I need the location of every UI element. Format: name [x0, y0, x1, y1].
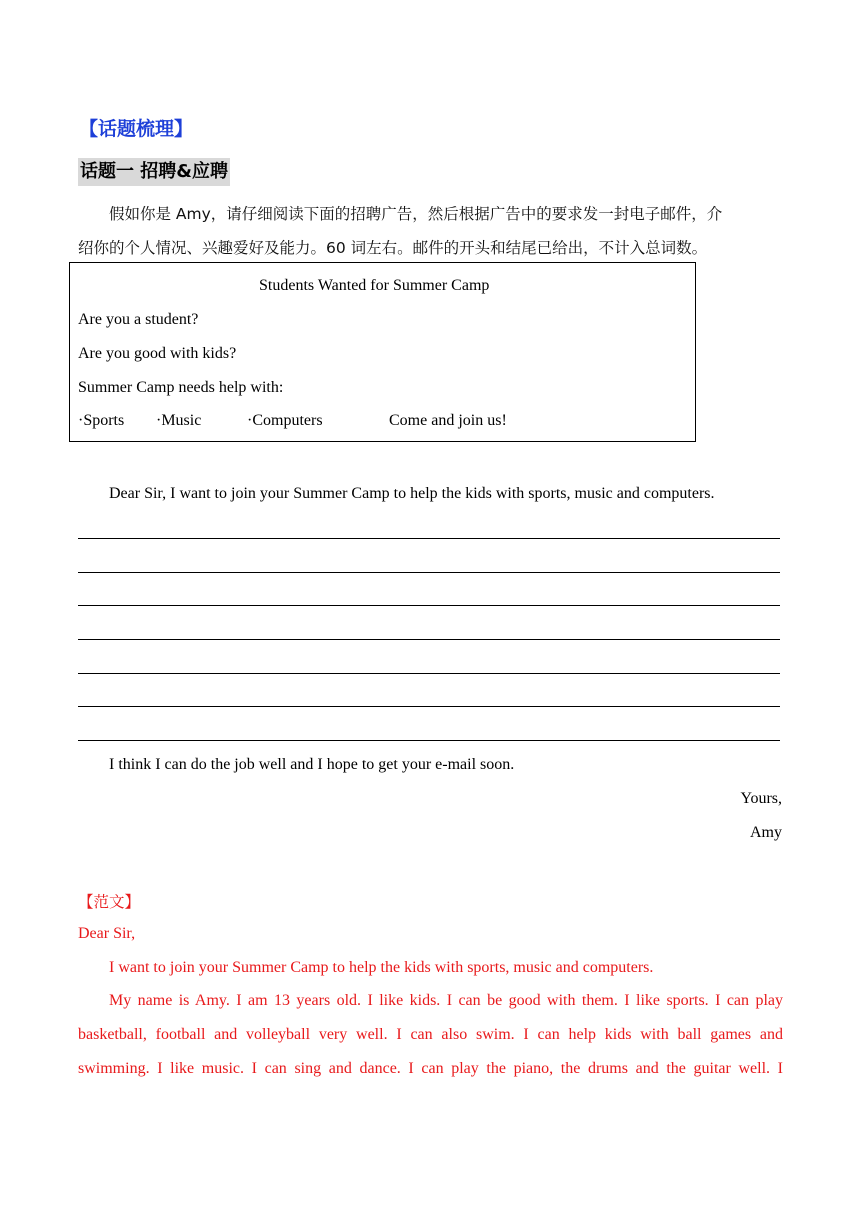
sample-heading: 【范文】	[78, 893, 141, 911]
letter-signoff: Yours,	[740, 790, 782, 807]
instruction-line-1: 假如你是 Amy，请仔细阅读下面的招聘广告，然后根据广告中的要求发一封电子邮件，介	[109, 205, 723, 223]
ad-title: Students Wanted for Summer Camp	[259, 277, 490, 294]
writing-line[interactable]	[78, 538, 780, 539]
ad-question-student: Are you a student?	[78, 311, 199, 328]
writing-line[interactable]	[78, 572, 780, 573]
topic-title: 话题一 招聘&应聘	[78, 158, 230, 186]
letter-opening: Dear Sir, I want to join your Summer Camp to help the kids with sports, music and computers.	[109, 485, 715, 502]
sample-paragraph-1: I want to join your Summer Camp to help the kids with sports, music and computers.	[109, 959, 654, 976]
letter-signature: Amy	[750, 824, 782, 841]
instruction-line-2: 绍你的个人情况、兴趣爱好及能力。60 词左右。邮件的开头和结尾已给出，不计入总词数。	[78, 239, 708, 257]
writing-line[interactable]	[78, 673, 780, 674]
ad-item-computers: ·Computers	[247, 412, 323, 429]
writing-line[interactable]	[78, 706, 780, 707]
writing-line[interactable]	[78, 605, 780, 606]
writing-line[interactable]	[78, 639, 780, 640]
sample-salutation: Dear Sir,	[78, 925, 136, 942]
sample-paragraph-2-line-2: basketball, football and volleyball very well. I can also swim. I can help kids with ball games and	[78, 1026, 783, 1043]
ad-question-kids: Are you good with kids?	[78, 345, 237, 362]
ad-item-music: ·Music	[156, 412, 202, 429]
writing-line[interactable]	[78, 740, 780, 741]
section-heading: 【话题梳理】	[79, 118, 194, 140]
ad-needs-text: Summer Camp needs help with:	[78, 379, 284, 396]
ad-call-to-action: Come and join us!	[389, 412, 507, 429]
ad-item-sports: ·Sports	[78, 412, 125, 429]
sample-paragraph-2-line-1: My name is Amy. I am 13 years old. I like kids. I can be good with them. I like sports. I can play	[109, 992, 783, 1009]
advertisement-box	[69, 262, 696, 442]
letter-closing: I think I can do the job well and I hope to get your e-mail soon.	[109, 756, 515, 773]
sample-paragraph-2-line-3: swimming. I like music. I can sing and dance. I can play the piano, the drums and the guitar well. I	[78, 1060, 783, 1077]
